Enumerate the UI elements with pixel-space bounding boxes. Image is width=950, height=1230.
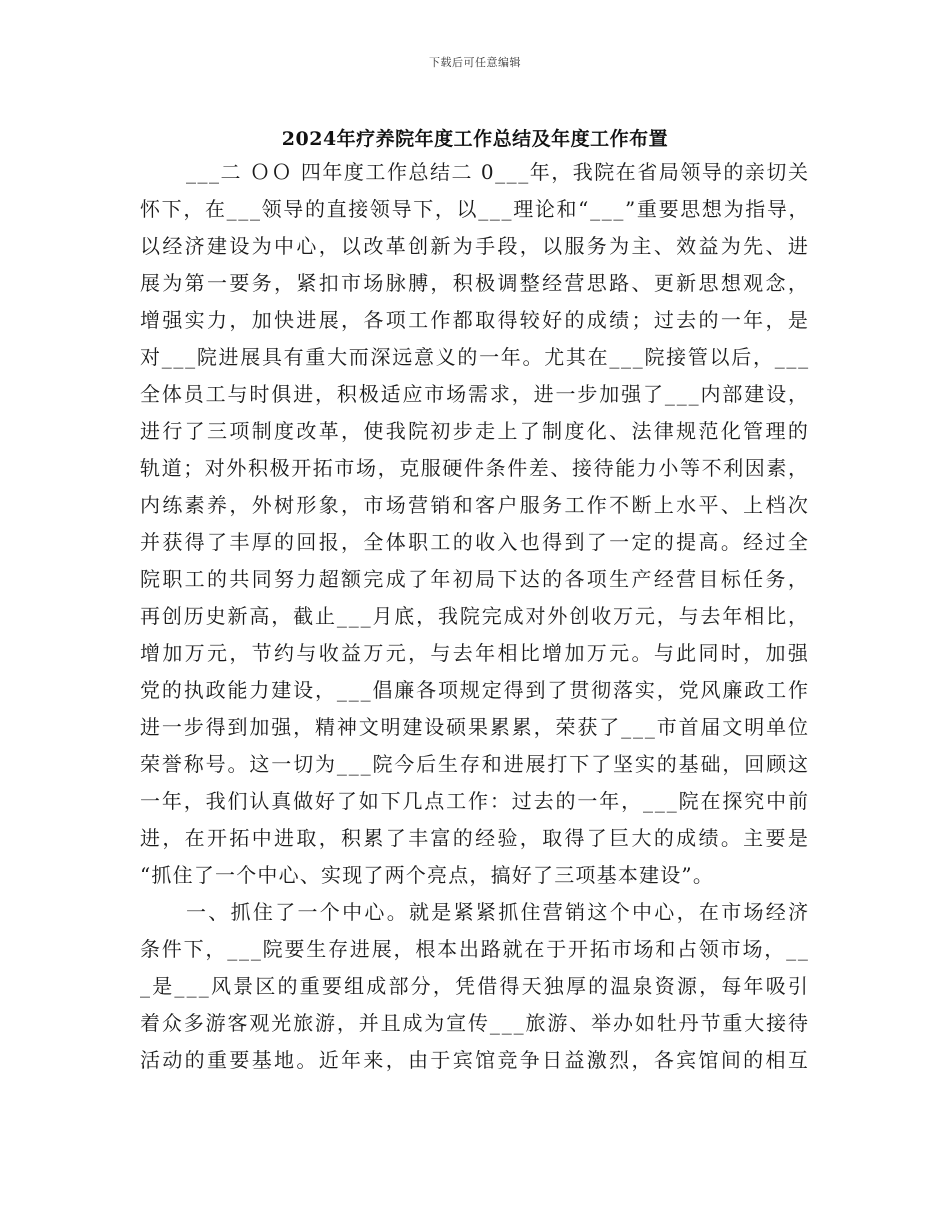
- paragraph-line: 内练素养，外树形象，市场营销和客户服务工作不断上水平、上档次: [140, 493, 811, 517]
- paragraph-line: 并获得了丰厚的回报，全体职工的收入也得到了一定的提高。经过全: [140, 530, 811, 554]
- paragraph-line: 条件下，___院要生存进展，根本出路就在于开拓市场和占领市场，__: [140, 937, 810, 961]
- document-title: 2024年疗养院年度工作总结及年度工作布置: [281, 128, 669, 150]
- paragraph-line: 荣誉称号。这一切为___院今后生存和进展打下了坚实的基础，回顾这: [140, 752, 810, 776]
- paragraph-line: 再创历史新高，截止___月底，我院完成对外创收万元，与去年相比，: [140, 604, 810, 628]
- paragraph-line: 院职工的共同努力超额完成了年初局下达的各项生产经营目标任务，: [140, 567, 811, 591]
- paragraph-line: 一年，我们认真做好了如下几点工作：过去的一年，___院在探究中前: [140, 789, 810, 813]
- paragraph-line: 进一步得到加强，精神文明建设硕果累累，荣获了___市首届文明单位: [140, 715, 810, 739]
- paragraph-line: 展为第一要务，紧扣市场脉膊，积极调整经营思路、更新思想观念，: [140, 271, 811, 295]
- paragraph-line: 全体员工与时俱进，积极适应市场需求，进一步加强了___内部建设，: [140, 382, 810, 406]
- paragraph-line: 对___院进展具有重大而深远意义的一年。尤其在___院接管以后，___: [140, 345, 810, 369]
- paragraph-line: _是___风景区的重要组成部分，凭借得天独厚的温泉资源，每年吸引: [140, 974, 811, 998]
- paragraph-line: “抓住了一个中心、实现了两个亮点，搞好了三项基本建设”。: [140, 863, 715, 887]
- paragraph-line: 活动的重要基地。近年来，由于宾馆竞争日益激烈，各宾馆间的相互: [140, 1048, 811, 1072]
- paragraph-line: 进，在开拓中进取，积累了丰富的经验，取得了巨大的成绩。主要是: [140, 826, 811, 850]
- paragraph-line: 增强实力，加快进展，各项工作都取得较好的成绩；过去的一年，是: [140, 308, 811, 332]
- paragraph-line: 怀下，在___领导的直接领导下，以___理论和“___”重要思想为指导，: [140, 197, 811, 221]
- paragraph-line: 以经济建设为中心，以改革创新为手段，以服务为主、效益为先、进: [140, 234, 811, 258]
- paragraph-line: 增加万元，节约与收益万元，与去年相比增加万元。与此同时，加强: [140, 641, 811, 665]
- paragraph-line: 党的执政能力建设，___倡廉各项规定得到了贯彻落实，党风廉政工作: [140, 678, 810, 702]
- header-note: 下载后可任意编辑: [429, 56, 521, 69]
- paragraph-line: 轨道；对外积极开拓市场，克服硬件条件差、接待能力小等不利因素，: [140, 456, 810, 480]
- paragraph-line: 一、抓住了一个中心。就是紧紧抓住营销这个中心，在市场经济: [186, 900, 811, 924]
- paragraph-line: 进行了三项制度改革，使我院初步走上了制度化、法律规范化管理的: [140, 419, 811, 443]
- paragraph-line: 着众多游客观光旅游，并且成为宣传___旅游、举办如牡丹节重大接待: [140, 1011, 810, 1035]
- paragraph-line: ___二 ＯＯ 四年度工作总结二 0___年，我院在省局领导的亲切关: [186, 160, 810, 184]
